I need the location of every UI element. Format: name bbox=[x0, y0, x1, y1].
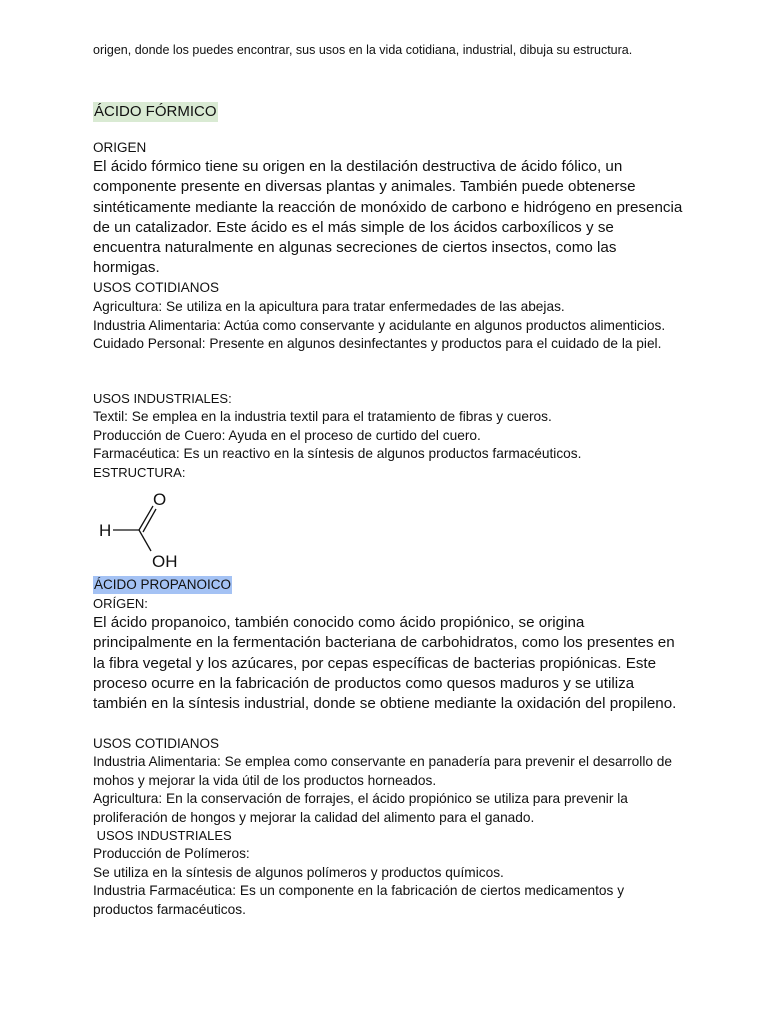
propanoico-title: ÁCIDO PROPANOICO bbox=[94, 577, 232, 592]
atom-h: H bbox=[99, 521, 112, 540]
list-item: Producción de Cuero: Ayuda en el proceso de curtido del cuero. bbox=[93, 427, 481, 443]
formic-acid-structure bbox=[95, 484, 195, 574]
list-item: Textil: Se emplea en la industria textil para el tratamiento de fibras y cueros. bbox=[93, 409, 552, 424]
propanoico-origen-text: El ácido propanoico, también conocido como ácido propiónico, se origina principalmente en la fermentación bacteriana de carbohidratos, como los presentes en la fibra vegetal y los azúcares, por cepas específicas de bacterias propiónicas. Este proceso ocurre en la fabricación de productos como quesos maduros y se utiliza también en la síntesis industrial, donde se obtiene mediante la oxidación del propileno. bbox=[93, 614, 677, 713]
list-item: Industria Alimentaria: Actúa como conservante y acidulante en algunos productos alimenticios. bbox=[93, 317, 666, 333]
list-item: Farmacéutica: Es un reactivo en la síntesis de algunos productos farmacéuticos. bbox=[93, 446, 582, 462]
propanoico-origen-label: ORÍGEN: bbox=[93, 596, 148, 611]
list-item: Cuidado Personal: Presente en algunos desinfectantes y productos para el cuidado de la piel. bbox=[93, 336, 662, 352]
list-item: Industria Farmacéutica: Es un componente en la fabricación de ciertos medicamentos y productos farmacéuticos. bbox=[93, 883, 625, 917]
formico-usos-cotidianos-list bbox=[93, 298, 683, 354]
propanoico-usos-industriales-label: USOS INDUSTRIALES bbox=[93, 828, 232, 843]
formico-origen-text: El ácido fórmico tiene su origen en la destilación destructiva de ácido fólico, un componente presente en diversas plantas y animales. También puede obtenerse sintéticamente mediante la reacción de monóxido de carbono e hidrógeno en presencia de un catalizador. Este ácido es el más simple de los ácidos carboxílicos y se encuentra naturalmente en algunas secreciones de ciertos insectos, como las hormigas. bbox=[93, 158, 683, 277]
formico-origen-label: ORIGEN bbox=[93, 140, 147, 155]
formico-title: ÁCIDO FÓRMICO bbox=[94, 103, 217, 120]
atom-oh: OH bbox=[152, 552, 178, 571]
bond-c-oh bbox=[139, 530, 151, 551]
formico-usos-cotidianos-label: USOS COTIDIANOS bbox=[93, 280, 220, 295]
propanoico-usos-cotidianos-list bbox=[93, 753, 683, 827]
propanoico-usos-industriales-list bbox=[93, 845, 683, 919]
formico-usos-industriales-list bbox=[93, 408, 683, 464]
formico-heading bbox=[93, 102, 218, 122]
formico-estructura-label: ESTRUCTURA: bbox=[93, 465, 186, 480]
propanoico-heading bbox=[93, 576, 683, 594]
list-item: Agricultura: Se utiliza en la apicultura para tratar enfermedades de las abejas. bbox=[93, 299, 565, 314]
list-item: Se utiliza en la síntesis de algunos polímeros y productos químicos. bbox=[93, 864, 504, 880]
formico-usos-industriales-label: USOS INDUSTRIALES: bbox=[93, 391, 232, 406]
atom-o: O bbox=[153, 490, 167, 509]
propanoico-usos-cotidianos-label: USOS COTIDIANOS bbox=[93, 736, 220, 751]
intro-line: origen, donde los puedes encontrar, sus usos en la vida cotidiana, industrial, dibuja su estructura. bbox=[93, 43, 633, 57]
list-item: Producción de Polímeros: bbox=[93, 846, 250, 861]
list-item: Agricultura: En la conservación de forrajes, el ácido propiónico se utiliza para prevenir la proliferación de hongos y mejorar la calidad del alimento para el ganado. bbox=[93, 791, 628, 825]
list-item: Industria Alimentaria: Se emplea como conservante en panadería para prevenir el desarrollo de mohos y mejorar la vida útil de los productos horneados. bbox=[93, 754, 673, 788]
